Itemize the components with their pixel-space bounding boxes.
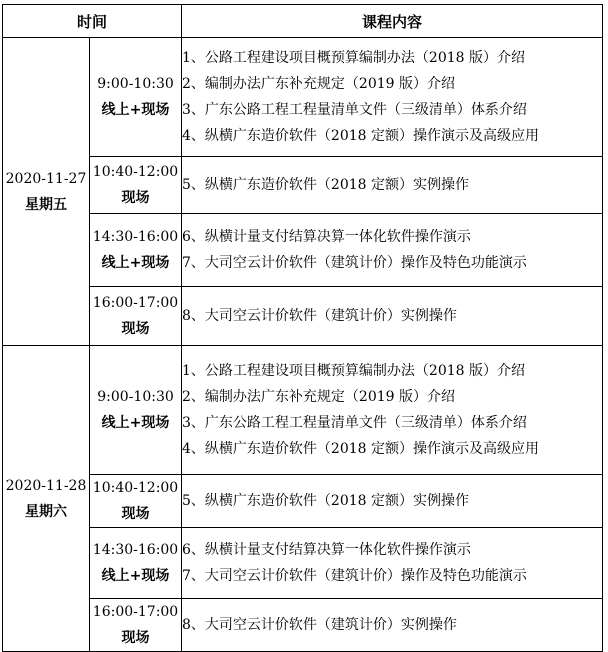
table-row	[3, 157, 603, 214]
content-cell	[182, 528, 603, 599]
course-item: 4、纵横广东造价软件（2018 定额）操作演示及高级应用	[182, 441, 540, 457]
table-row	[3, 287, 603, 346]
date-cell	[3, 38, 90, 346]
header-time: 时间	[3, 5, 182, 38]
course-item: 7、大司空云计价软件（建筑计价）操作及特色功能演示	[182, 255, 527, 271]
course-item: 5、纵横广东造价软件（2018 定额）实例操作	[182, 177, 470, 193]
course-item: 5、纵横广东造价软件（2018 定额）实例操作	[182, 493, 470, 509]
time-cell	[90, 528, 182, 599]
time-range: 9:00-10:30	[97, 76, 174, 92]
time-cell	[90, 346, 182, 475]
session-mode: 线上+现场	[101, 255, 170, 271]
time-range: 14:30-16:00	[92, 542, 179, 558]
table-row	[3, 38, 603, 157]
session-mode: 线上+现场	[101, 102, 170, 118]
time-range: 16:00-17:00	[92, 604, 179, 620]
course-item: 4、纵横广东造价软件（2018 定额）操作演示及高级应用	[182, 128, 540, 144]
time-cell	[90, 157, 182, 214]
course-item: 1、公路工程建设项目概预算编制办法（2018 版）介绍	[182, 363, 526, 379]
date-text: 2020-11-28	[5, 477, 87, 494]
header-row	[3, 5, 603, 38]
time-range: 14:30-16:00	[92, 229, 179, 245]
content-cell	[182, 475, 603, 528]
table-row	[3, 346, 603, 475]
table-row	[3, 214, 603, 287]
time-range: 10:40-12:00	[92, 164, 179, 180]
content-cell	[182, 599, 603, 652]
time-cell	[90, 214, 182, 287]
content-cell	[182, 157, 603, 214]
table-row	[3, 528, 603, 599]
content-cell	[182, 346, 603, 475]
course-schedule-table	[2, 4, 603, 652]
date-cell	[3, 346, 90, 652]
course-item: 2、编制办法广东补充规定（2019 版）介绍	[182, 389, 456, 405]
date-text: 2020-11-27	[5, 170, 87, 187]
session-mode: 线上+现场	[101, 568, 170, 584]
time-range: 16:00-17:00	[92, 295, 179, 311]
time-cell	[90, 38, 182, 157]
session-mode: 现场	[121, 321, 150, 337]
course-item: 3、广东公路工程工程量清单文件（三级清单）体系介绍	[182, 102, 527, 118]
content-cell	[182, 287, 603, 346]
time-range: 10:40-12:00	[92, 480, 179, 496]
session-mode: 现场	[121, 506, 150, 522]
time-cell	[90, 475, 182, 528]
time-cell	[90, 287, 182, 346]
weekday-text: 星期六	[25, 503, 67, 520]
session-mode: 现场	[121, 190, 150, 206]
session-mode: 现场	[121, 630, 150, 646]
content-cell	[182, 38, 603, 157]
header-content: 课程内容	[182, 5, 603, 38]
table-row	[3, 475, 603, 528]
session-mode: 线上+现场	[101, 415, 170, 431]
time-cell	[90, 599, 182, 652]
course-item: 8、大司空云计价软件（建筑计价）实例操作	[182, 308, 457, 324]
time-range: 9:00-10:30	[97, 389, 174, 405]
course-item: 6、纵横计量支付结算决算一体化软件操作演示	[182, 229, 471, 245]
content-cell	[182, 214, 603, 287]
table-row	[3, 599, 603, 652]
course-item: 1、公路工程建设项目概预算编制办法（2018 版）介绍	[182, 50, 526, 66]
weekday-text: 星期五	[25, 196, 67, 213]
course-item: 3、广东公路工程工程量清单文件（三级清单）体系介绍	[182, 415, 527, 431]
course-item: 7、大司空云计价软件（建筑计价）操作及特色功能演示	[182, 568, 527, 584]
course-item: 6、纵横计量支付结算决算一体化软件操作演示	[182, 542, 471, 558]
course-item: 2、编制办法广东补充规定（2019 版）介绍	[182, 76, 456, 92]
course-item: 8、大司空云计价软件（建筑计价）实例操作	[182, 617, 457, 633]
